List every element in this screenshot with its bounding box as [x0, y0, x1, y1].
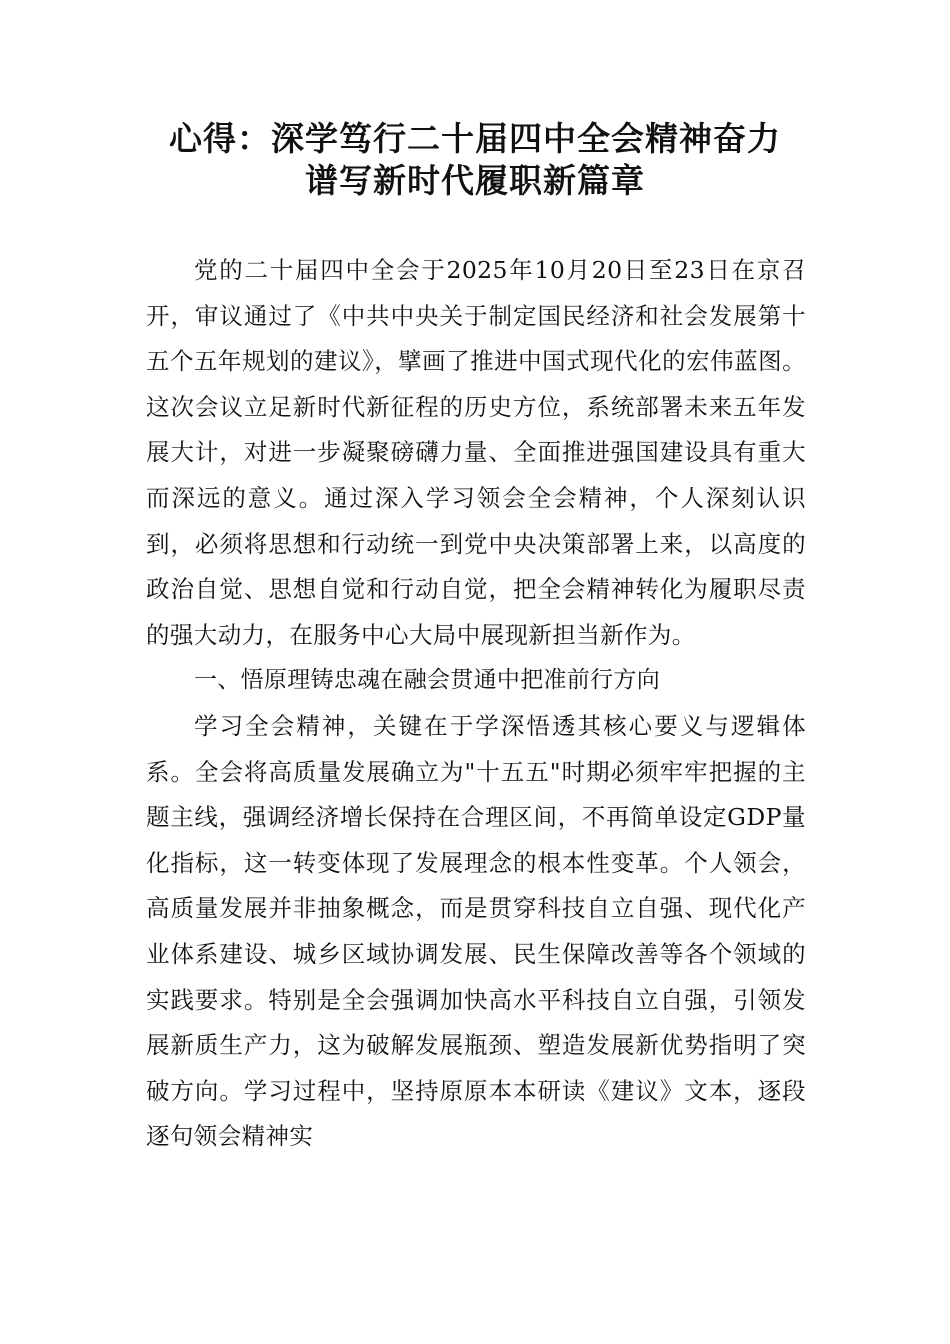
document-title-line-2: 谱写新时代履职新篇章	[305, 161, 645, 200]
section-1-paragraph: 学习全会精神，关键在于学深悟透其核心要义与逻辑体系。全会将高质量发展确立为"十五五"时期必须牢牢把握的主题主线，强调经济增长保持在合理区间，不再简单设定GDP量化指标，这一转变体现了发展理念的根本性变革。个人领会，高质量发展并非抽象概念，而是贯穿科技自立自强、现代化产业体系建设、城乡区域协调发展、民生保障改善等各个领域的实践要求。特别是全会强调加快高水平科技自立自强，引领发展新质生产力，这为破解发展瓶颈、塑造发展新优势指明了突破方向。学习过程中，坚持原原本本研读《建议》文本，逐段逐句领会精神实	[146, 711, 806, 1151]
section-heading-1: 一、悟原理铸忠魂在融会贯通中把准前行方向	[194, 667, 660, 694]
document-title-line-1: 心得：深学笃行二十届四中全会精神奋力	[169, 119, 781, 158]
document-body	[146, 248, 806, 1160]
intro-paragraph: 党的二十届四中全会于2025年10月20日至23日在京召开，审议通过了《中共中央关于制定国民经济和社会发展第十五个五年规划的建议》，擘画了推进中国式现代化的宏伟蓝图。这次会议立足新时代新征程的历史方位，系统部署未来五年发展大计，对进一步凝聚磅礴力量、全面推进强国建设具有重大而深远的意义。通过深入学习领会全会精神，个人深刻认识到，必须将思想和行动统一到党中央决策部署上来，以高度的政治自觉、思想自觉和行动自觉，把全会精神转化为履职尽责的强大动力，在服务中心大局中展现新担当新作为。	[146, 256, 806, 649]
